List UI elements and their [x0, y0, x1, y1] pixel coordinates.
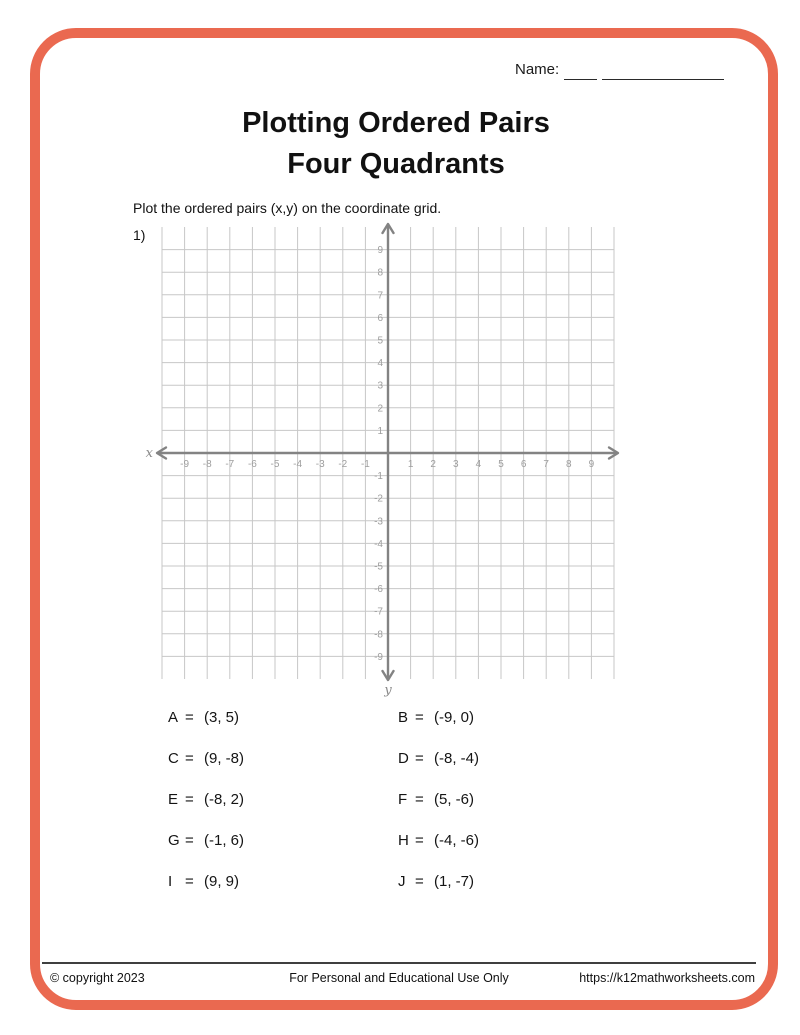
- coordinate-grid: [138, 212, 638, 704]
- svg-text:1: 1: [407, 459, 414, 470]
- pair-value: (-9, 0): [434, 709, 475, 726]
- equals-sign: =: [415, 791, 424, 808]
- svg-text:2: 2: [430, 459, 436, 470]
- pair-value: (-1, 6): [204, 832, 245, 849]
- instruction-text: Plot the ordered pairs (x,y) on the coordinate grid.: [133, 200, 442, 216]
- svg-text:-5: -5: [374, 561, 383, 573]
- svg-text:-3: -3: [374, 516, 383, 528]
- svg-text:3: 3: [453, 459, 459, 470]
- name-field: [515, 60, 724, 80]
- svg-text:8: 8: [377, 267, 383, 279]
- pair-item-G: [168, 831, 398, 872]
- equals-sign: =: [185, 750, 194, 767]
- svg-text:-6: -6: [374, 584, 383, 596]
- pair-item-F: [398, 790, 638, 831]
- footer-url[interactable]: https://k12mathworksheets.com: [579, 971, 755, 985]
- svg-text:5: 5: [498, 459, 504, 470]
- footer-divider: [42, 962, 756, 964]
- svg-text:-7: -7: [225, 459, 235, 470]
- pair-value: (1, -7): [434, 873, 475, 890]
- equals-sign: =: [185, 791, 194, 808]
- svg-text:1: 1: [377, 425, 383, 437]
- equals-sign: =: [185, 832, 194, 849]
- page-title: [0, 103, 792, 185]
- axis-letters: [146, 446, 393, 698]
- pair-letter: J: [398, 873, 406, 890]
- pair-letter: A: [168, 709, 179, 726]
- svg-text:-3: -3: [315, 459, 325, 470]
- equals-sign: =: [185, 709, 194, 726]
- equals-sign: =: [415, 709, 424, 726]
- pair-value: (5, -6): [434, 791, 475, 808]
- problem-number: 1): [133, 227, 146, 243]
- pair-letter: E: [168, 791, 179, 808]
- pair-letter: F: [398, 791, 408, 808]
- equals-sign: =: [415, 832, 424, 849]
- svg-text:-9: -9: [374, 651, 383, 663]
- pair-letter: H: [398, 832, 409, 849]
- svg-text:4: 4: [377, 358, 383, 370]
- svg-text:-7: -7: [374, 606, 383, 618]
- svg-text:5: 5: [377, 335, 383, 347]
- svg-text:9: 9: [588, 459, 595, 470]
- pair-item-J: [398, 872, 638, 913]
- x-axis-label: x: [145, 446, 153, 461]
- page-title-line2: Four Quadrants: [287, 148, 505, 180]
- svg-text:7: 7: [543, 459, 549, 470]
- equals-sign: =: [415, 873, 424, 890]
- svg-text:-4: -4: [293, 459, 303, 470]
- svg-text:9: 9: [377, 245, 383, 257]
- name-blank-line[interactable]: [602, 63, 724, 80]
- svg-text:-1: -1: [374, 471, 383, 483]
- svg-text:-9: -9: [180, 459, 190, 470]
- svg-text:4: 4: [475, 459, 482, 470]
- svg-text:-2: -2: [374, 493, 383, 505]
- pair-letter: I: [168, 873, 173, 890]
- pair-letter: B: [398, 709, 409, 726]
- pair-letter: G: [168, 832, 180, 849]
- equals-sign: =: [185, 873, 194, 890]
- pair-value: (-8, 2): [204, 791, 245, 808]
- svg-text:6: 6: [520, 459, 527, 470]
- pair-item-C: [168, 749, 398, 790]
- equals-sign: =: [415, 750, 424, 767]
- name-label: Name:: [515, 61, 560, 78]
- footer-usage-note: For Personal and Educational Use Only: [289, 971, 509, 985]
- svg-text:-4: -4: [374, 538, 383, 550]
- pair-value: (-8, -4): [434, 750, 479, 767]
- pair-value: (3, 5): [204, 709, 240, 726]
- pair-value: (9, 9): [204, 873, 240, 890]
- pair-letter: C: [168, 750, 179, 767]
- pair-value: (-4, -6): [434, 832, 479, 849]
- svg-text:3: 3: [377, 380, 383, 392]
- svg-text:6: 6: [377, 312, 383, 324]
- pair-item-I: [168, 872, 398, 913]
- pair-item-D: [398, 749, 638, 790]
- svg-text:-5: -5: [270, 459, 280, 470]
- footer-copyright: © copyright 2023: [50, 971, 145, 985]
- svg-text:-8: -8: [202, 459, 212, 470]
- pair-item-B: [398, 708, 638, 749]
- pair-value: (9, -8): [204, 750, 245, 767]
- pair-letter: D: [398, 750, 409, 767]
- pair-item-H: [398, 831, 638, 872]
- name-blank-line[interactable]: [564, 63, 597, 80]
- svg-text:-8: -8: [374, 629, 383, 641]
- y-axis-label: y: [384, 683, 392, 698]
- ordered-pairs-list: [168, 708, 638, 913]
- svg-text:7: 7: [377, 290, 383, 302]
- svg-text:-2: -2: [338, 459, 348, 470]
- svg-text:-1: -1: [360, 459, 370, 470]
- svg-text:-6: -6: [247, 459, 257, 470]
- svg-text:2: 2: [377, 403, 383, 415]
- pair-item-A: [168, 708, 398, 749]
- page-title-line1: Plotting Ordered Pairs: [242, 107, 550, 139]
- pair-item-E: [168, 790, 398, 831]
- svg-text:8: 8: [566, 459, 572, 470]
